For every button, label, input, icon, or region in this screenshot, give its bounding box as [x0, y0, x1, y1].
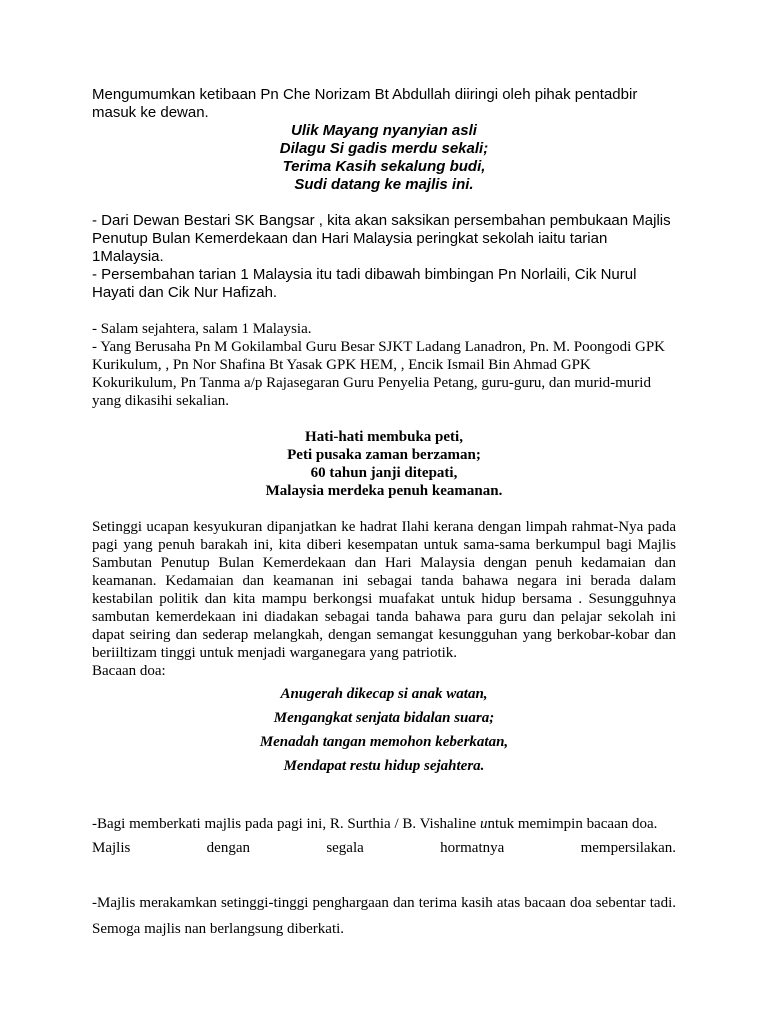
pantun-line: Mendapat restu hidup sejahtera. — [283, 758, 485, 774]
pantun-line: 60 tahun janji ditepati, — [310, 465, 458, 481]
doa-text: -Bagi memberkati majlis pada pagi ini, R. Surthia / B. Vishaline — [92, 816, 480, 832]
paragraph-penutup: -Majlis merakamkan setinggi-tinggi penghargaan dan terima kasih atas bacaan doa sebentar tadi. Semoga majlis nan berlangsung diberkati. — [92, 895, 676, 937]
greetings: - Yang Berusaha Pn M Gokilambal Guru Besar SJKT Ladang Lanadron, Pn. M. Poongodi GPK Kurikulum, , Pn Nor Shafina Bt Yasak GPK HEM, , Encik Ismail Bin Ahmad GPK Kokurikulum, Pn Tanma a/p Rajasegaran Guru Penyelia Petang, guru-guru, dan murid-murid yang dikasihi sekalian. — [92, 339, 666, 409]
pantun-line: Malaysia merdeka penuh keamanan. — [265, 483, 503, 499]
announcement: Mengumumkan ketibaan Pn Che Norizam Bt Abdullah diiringi oleh pihak pentadbir masuk ke dewan. — [92, 86, 638, 121]
pantun-line: Sudi datang ke majlis ini. — [294, 176, 474, 193]
paragraph-tarian: - Persembahan tarian 1 Malaysia itu tadi dibawah bimbingan Pn Norlaili, Cik Nurul Hayati dan Cik Nur Hafizah. — [92, 266, 637, 301]
pantun-ulik-mayang — [92, 122, 676, 194]
pantun-line: Dilagu Si gadis merdu sekali; — [279, 140, 489, 157]
paragraph-dewan-bestari: - Dari Dewan Bestari SK Bangsar , kita akan saksikan persembahan pembukaan Majlis Penutup Bulan Kemerdekaan dan Hari Malaysia peringkat sekolah iaitu tarian 1Malaysia. — [92, 212, 671, 265]
pantun-line: Mengangkat senjata bidalan suara; — [273, 710, 495, 726]
doa-italic: u — [479, 816, 488, 832]
pantun-hati-hati — [92, 428, 676, 500]
pantun-line: Hati-hati membuka peti, — [305, 429, 463, 445]
paragraph-kesyukuran: Setinggi ucapan kesyukuran dipanjatkan ke hadrat Ilahi kerana dengan limpah rahmat-Nya pada pagi yang penuh barakah ini, kita diberi kesempatan untuk sama-sama berkumpul bagi Majlis Sambutan Penutup Bulan Kemerdekaan dan Hari Malaysia dengan penuh kedamaian dan keamanan. Kedamaian dan keamanan ini sebagai tanda bahawa negara ini berada dalam kestabilan politik dan kita mampu berkongsi muafakat untuk hidup bersama . Sesungguhnya sambutan kemerdekaan ini diadakan sebagai tanda bahawa para guru dan pelajar sekolah ini dapat seiring dan sederap melangkah, dengan semangat kesungguhan yang berkobar-kobar dan beriiltizam tinggi untuk menjadi warganegara yang patriotik. — [92, 519, 676, 661]
doa-text-rest: ntuk memimpin bacaan doa. — [487, 816, 658, 832]
bacaan-doa-label: Bacaan doa: — [92, 663, 166, 679]
mempersilakan-line: Majlis dengan segala hormatnya mempersilakan. — [92, 840, 676, 856]
pantun-line: Anugerah dikecap si anak watan, — [280, 686, 488, 702]
paragraph-doa — [92, 812, 676, 836]
pantun-line: Menadah tangan memohon keberkatan, — [259, 734, 509, 750]
pantun-anugerah — [92, 682, 676, 778]
document-page — [92, 86, 676, 942]
pantun-line: Peti pusaka zaman berzaman; — [287, 447, 481, 463]
salam: - Salam sejahtera, salam 1 Malaysia. — [92, 321, 312, 337]
pantun-line: Ulik Mayang nyanyian asli — [291, 122, 477, 139]
pantun-line: Terima Kasih sekalung budi, — [282, 158, 486, 175]
